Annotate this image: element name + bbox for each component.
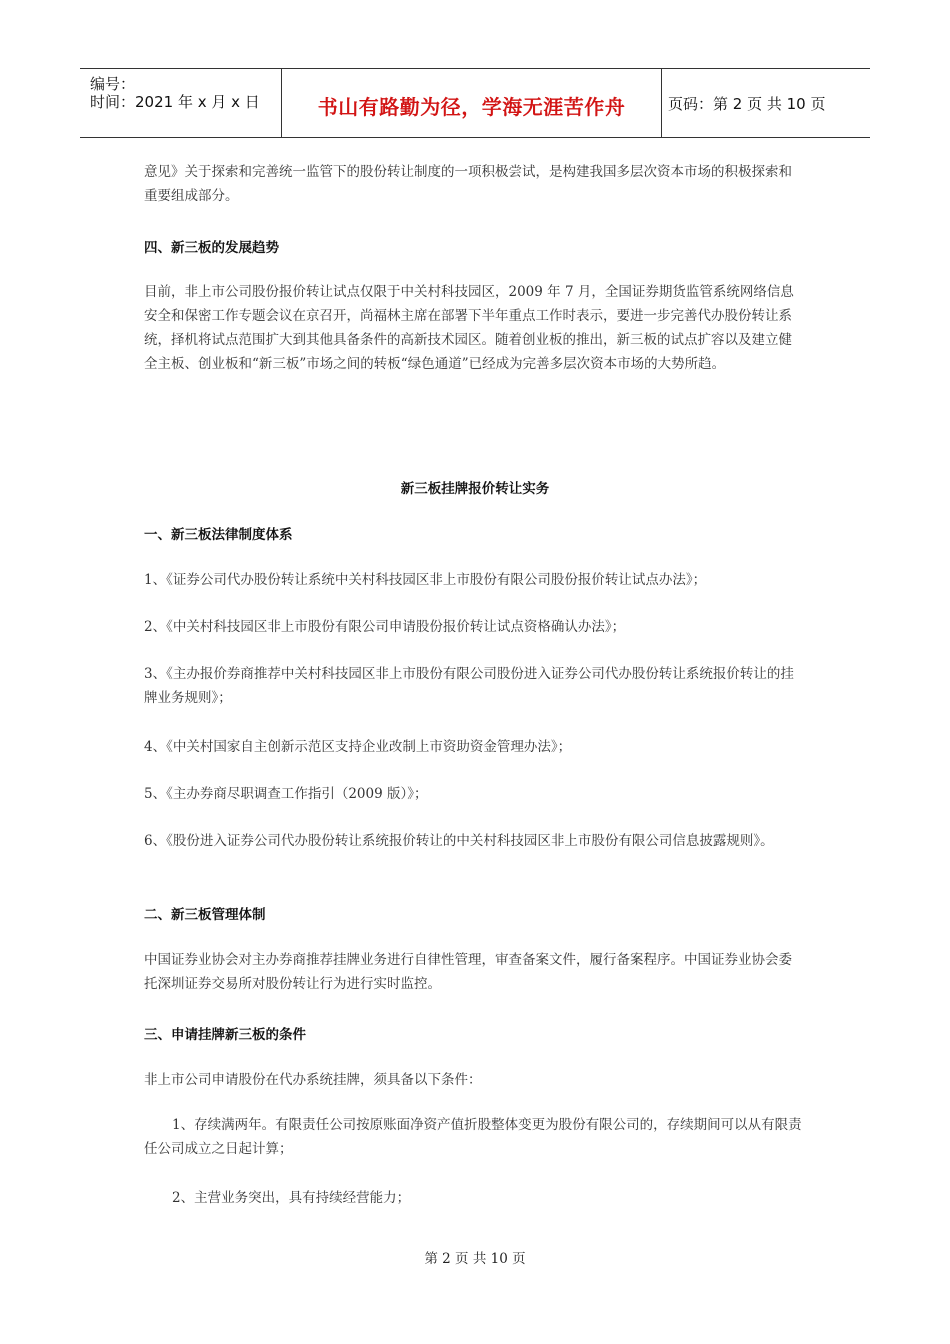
law-item: 3、《主办报价券商推荐中关村科技园区非上市股份有限公司股份进入证券公司代办股份转让系统报价转让的挂牌业务规则》； bbox=[144, 666, 794, 706]
law-item: 2、《中关村科技园区非上市股份有限公司申请股份报价转让试点资格确认办法》； bbox=[144, 619, 626, 635]
header-meta bbox=[80, 69, 282, 137]
heading-mgmt: 二、新三板管理体制 bbox=[144, 907, 266, 923]
law-item: 6、《股份进入证券公司代办股份转让系统报价转让的中关村科技园区非上市股份有限公司信息披露规则》。 bbox=[144, 833, 774, 849]
heading-conditions: 三、申请挂牌新三板的条件 bbox=[144, 1027, 306, 1043]
law-item: 4、《中关村国家自主创新示范区支持企业改制上市资助资金管理办法》； bbox=[144, 739, 572, 755]
condition-item: 1、存续满两年。有限责任公司按原账面净资产值折股整体变更为股份有限公司的，存续期间可以从有限责任公司成立之日起计算； bbox=[144, 1117, 802, 1157]
mgmt-paragraph: 中国证券业协会对主办券商推荐挂牌业务进行自律性管理，审查备案文件，履行备案程序。中国证券业协会委托深圳证券交易所对股份转让行为进行实时监控。 bbox=[144, 952, 792, 992]
conditions-intro: 非上市公司申请股份在代办系统挂牌，须具备以下条件： bbox=[144, 1072, 482, 1088]
header-motto-cell bbox=[282, 69, 662, 137]
page-header bbox=[80, 68, 870, 138]
section-title: 新三板挂牌报价转让实务 bbox=[400, 481, 550, 497]
page-footer: 第 2 页 共 10 页 bbox=[424, 1251, 526, 1267]
motto: 书山有路勤为径，学海无涯苦作舟 bbox=[317, 94, 626, 119]
law-item: 1、《证券公司代办股份转让系统中关村科技园区非上市股份有限公司股份报价转让试点办法》； bbox=[144, 572, 707, 588]
condition-item: 2、主营业务突出，具有持续经营能力； bbox=[172, 1190, 411, 1206]
heading-law: 一、新三板法律制度体系 bbox=[144, 527, 293, 543]
number-label: 编号： bbox=[90, 75, 136, 93]
page-label: 页码：第 2 页 共 10 页 bbox=[668, 94, 826, 113]
heading-trend: 四、新三板的发展趋势 bbox=[144, 240, 279, 256]
date-label: 时间：2021 年 x 月 x 日 bbox=[90, 93, 260, 111]
trend-paragraph: 目前，非上市公司股份报价转让试点仅限于中关村科技园区，2009 年 7 月，全国证券期货监管系统网络信息安全和保密工作专题会议在京召开，尚福林主席在部署下半年重点工作时表示，要进一步完善代办股份转让系统，择机将试点范围扩大到其他具备条件的高新技术园区。随着创业板的推出，新三板的试点扩容以及建立健全主板、创业板和“新三板”市场之间的转板“绿色通道”已经成为完善多层次资本市场的大势所趋。 bbox=[144, 284, 794, 372]
intro-paragraph: 意见》关于探索和完善统一监管下的股份转让制度的一项积极尝试，是构建我国多层次资本市场的积极探索和重要组成部分。 bbox=[144, 164, 792, 204]
law-item: 5、《主办券商尽职调查工作指引（2009 版）》； bbox=[144, 786, 428, 802]
